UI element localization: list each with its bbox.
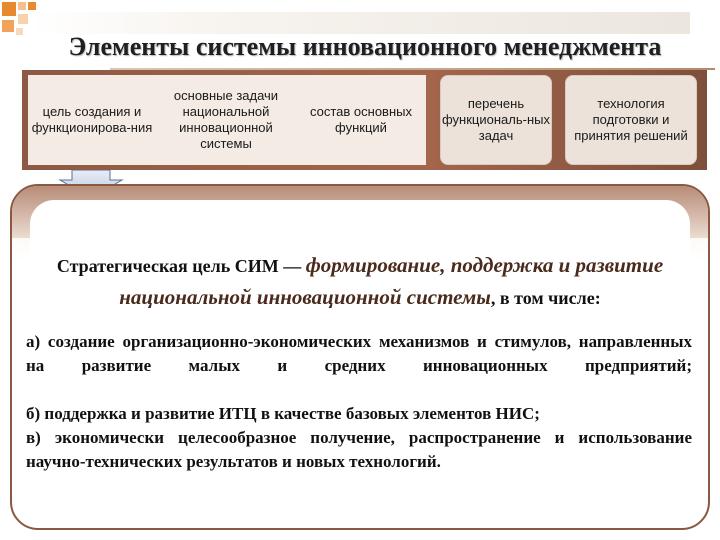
element-tasks — [156, 75, 296, 165]
element-label: основные задачи национальной инновационной системы — [173, 88, 279, 151]
list-item: в) экономически целесообразное получение, распространение и использование научно-технических результатов и новых технологий. — [26, 428, 692, 471]
decor-square — [28, 2, 36, 10]
element-functions — [296, 75, 426, 165]
title-bar — [30, 12, 690, 34]
element-label: состав основных функций — [309, 104, 412, 135]
decor-square — [18, 14, 28, 24]
decor-square — [18, 2, 26, 10]
decor-square — [2, 20, 14, 32]
element-technology — [565, 75, 697, 165]
lead-prefix: Стратегическая цель СИМ — — [56, 256, 306, 276]
list-item: а) создание организационно-экономических механизмов и стимулов, направленных на развитие малых и средних инновационных предприятий; — [26, 332, 692, 375]
decor-square — [16, 28, 23, 35]
element-goal — [28, 75, 156, 165]
strategic-goal-text — [28, 250, 692, 314]
decor-square — [2, 2, 16, 16]
page-title: Элементы системы инновационного менеджмента — [68, 32, 662, 61]
element-task-list — [440, 75, 552, 165]
element-label: перечень функциональ-ных задач — [442, 96, 550, 143]
element-label: технология подготовки и принятия решений — [574, 96, 688, 143]
lead-suffix: , в том числе: — [490, 288, 601, 308]
list-item: б) поддержка и развитие ИТЦ в качестве базовых элементов НИС; — [26, 404, 540, 423]
element-label: цель создания и функционирова-ния — [31, 104, 153, 135]
lead-emphasis: формирование, поддержка и развитие национальной инновационной системы — [119, 253, 664, 309]
